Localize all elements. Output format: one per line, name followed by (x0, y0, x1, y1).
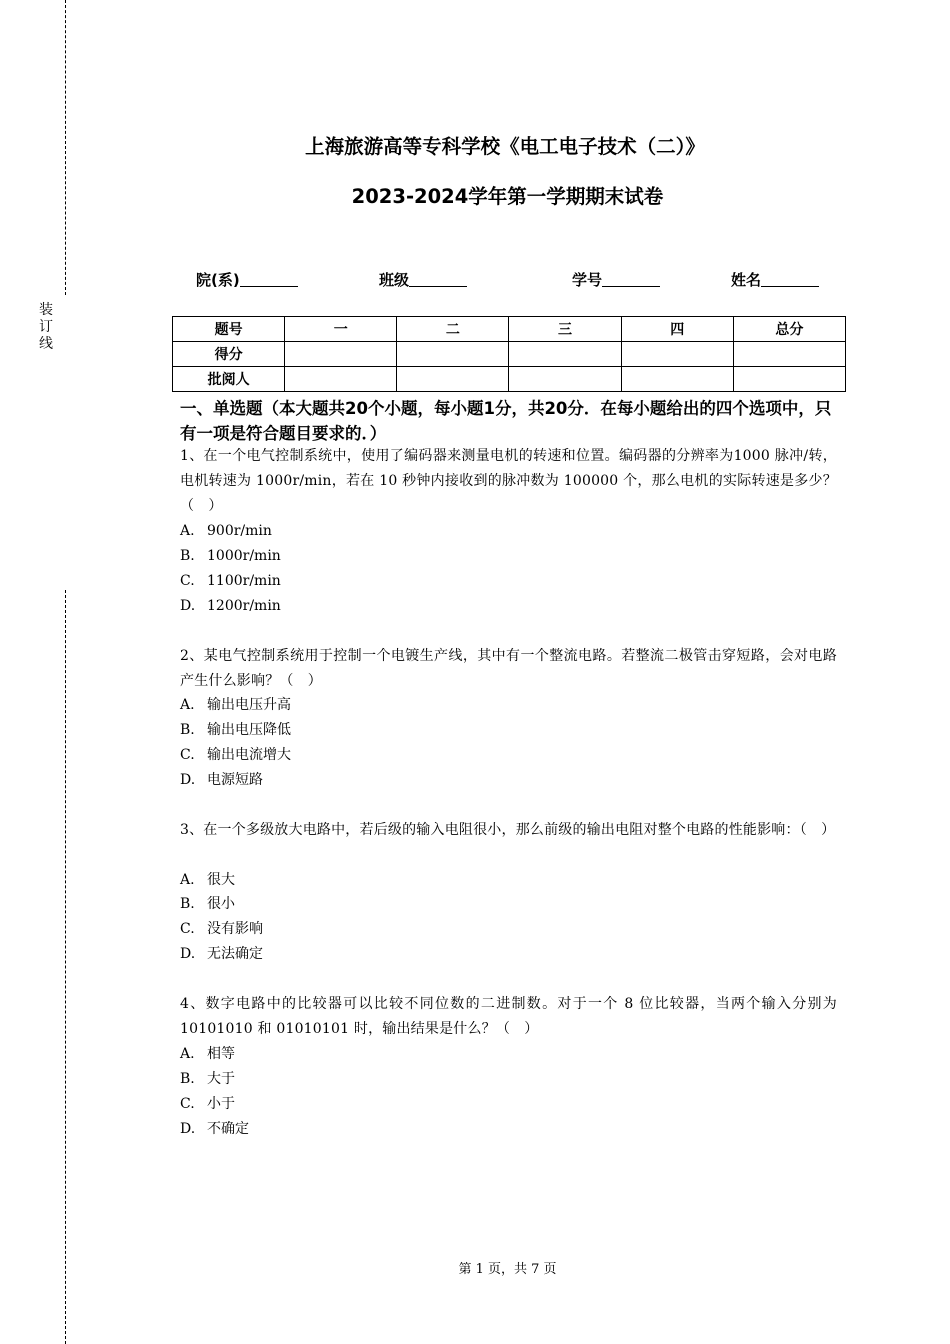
table-header-cell: 二 (397, 317, 509, 342)
question-3-option-b: B. 很小 (180, 896, 235, 912)
score-cell (397, 342, 509, 367)
question-2-option-a: A. 输出电压升高 (180, 697, 291, 713)
name-label: 姓名 (731, 271, 762, 289)
student-id-field (572, 269, 660, 290)
table-header-cell: 总分 (733, 317, 845, 342)
page-number: 第 1 页，共 7 页 (458, 1262, 557, 1277)
exam-subtitle: 2023-2024学年第一学期期末试卷 (351, 185, 664, 208)
department-label: 院(系) (196, 271, 240, 289)
question-4-option-b: B. 大于 (180, 1071, 235, 1087)
question-1-text: 1、在一个电气控制系统中，使用了编码器来测量电机的转速和位置。编码器的分辨率为1000 脉冲/转，电机转速为 1000r/min，若在 10 秒钟内接收到的脉冲数为 100000 个，那么电机的实际转速是多少？（ ） (180, 448, 837, 514)
score-cell (733, 342, 845, 367)
question-2-option-d: D. 电源短路 (180, 772, 263, 788)
binding-line-bottom (65, 590, 66, 1344)
score-table (172, 316, 846, 392)
table-header-cell: 一 (285, 317, 397, 342)
question-1-option-c: C. 1100r/min (180, 573, 281, 589)
reviewer-cell (509, 367, 621, 392)
student-id-label: 学号 (572, 271, 603, 289)
section-heading: 一、单选题（本大题共20个小题，每小题1分，共20分．在每小题给出的四个选项中，只有一项是符合题目要求的．） (180, 399, 832, 443)
table-header-cell: 题号 (173, 317, 285, 342)
score-cell (509, 342, 621, 367)
student-id-blank (602, 271, 660, 287)
question-3-option-d: D. 无法确定 (180, 946, 263, 962)
class-blank (409, 271, 467, 287)
class-label: 班级 (379, 271, 410, 289)
question-1-option-a: A. 900r/min (180, 523, 272, 539)
score-table-header-row (173, 317, 846, 342)
reviewer-cell (285, 367, 397, 392)
question-2-option-b: B. 输出电压降低 (180, 722, 291, 738)
department-blank (240, 271, 298, 287)
question-2-text: 2、某电气控制系统用于控制一个电镀生产线，其中有一个整流电路。若整流二极管击穿短路，会对电路产生什么影响？（ ） (180, 648, 837, 689)
reviewer-row (173, 367, 846, 392)
name-blank (761, 271, 819, 287)
class-field (379, 269, 467, 290)
department-field (196, 269, 298, 290)
row-label: 得分 (173, 342, 285, 367)
question-3-option-a: A. 很大 (180, 872, 235, 888)
table-header-cell: 三 (509, 317, 621, 342)
table-header-cell: 四 (621, 317, 733, 342)
question-4-option-c: C. 小于 (180, 1096, 235, 1112)
question-1-option-d: D. 1200r/min (180, 598, 281, 614)
binding-label: 装订线 (39, 302, 53, 352)
exam-title: 上海旅游高等专科学校《电工电子技术（二）》 (305, 135, 705, 158)
question-4-option-d: D. 不确定 (180, 1121, 249, 1137)
score-cell (621, 342, 733, 367)
question-3-text: 3、在一个多级放大电路中，若后级的输入电阻很小，那么前级的输出电阻对整个电路的性能影响：（ ） (180, 822, 836, 838)
score-row (173, 342, 846, 367)
name-field (731, 269, 819, 290)
row-label: 批阅人 (173, 367, 285, 392)
question-4-option-a: A. 相等 (180, 1046, 235, 1062)
score-cell (285, 342, 397, 367)
reviewer-cell (397, 367, 509, 392)
question-1-option-b: B. 1000r/min (180, 548, 281, 564)
question-2-option-c: C. 输出电流增大 (180, 747, 291, 763)
question-4-text: 4、数字电路中的比较器可以比较不同位数的二进制数。对于一个 8 位比较器，当两个输入分别为 10101010 和 01010101 时，输出结果是什么？（ ） (180, 996, 837, 1037)
reviewer-cell (733, 367, 845, 392)
reviewer-cell (621, 367, 733, 392)
question-3-option-c: C. 没有影响 (180, 921, 263, 937)
